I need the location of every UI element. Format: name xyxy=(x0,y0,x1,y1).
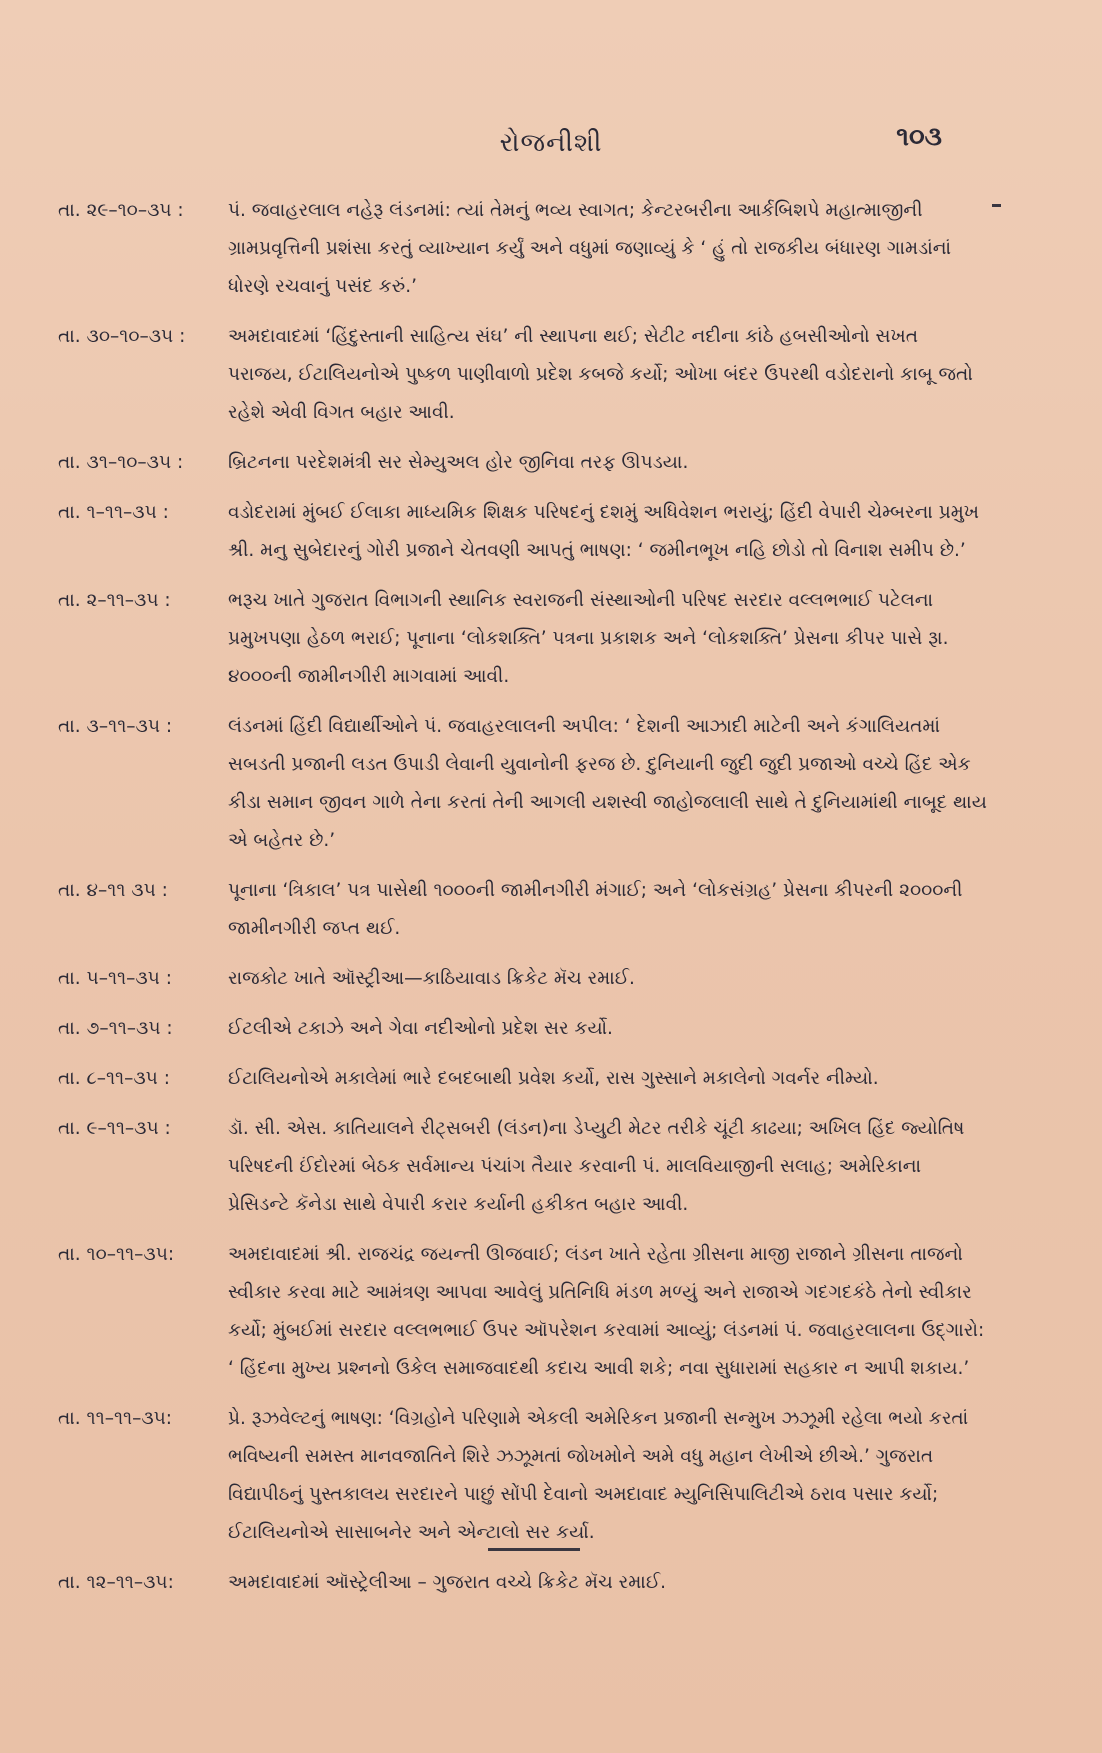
entry-text: રાજકોટ ખાતે ઑસ્ટ્રીઆ—કાઠિયાવાડ ક્રિકેટ મૅચ રમાઈ. xyxy=(228,968,635,989)
entry-date: તા. ૯–૧૧–૩૫ : xyxy=(58,1118,171,1139)
diary-entry xyxy=(58,1110,988,1224)
entry-text: લંડનમાં હિંદી વિદ્યાર્થીઓને પં. જવાહરલાલની અપીલ: ‘ દેશની આઝાદી માટેની અને કંગાલિયતમાં સબડતી પ્રજાની લડત ઉપાડી લેવાની યુવાનોની ફરજ છે. દુનિયાની જુદી જુદી પ્રજાઓ વચ્ચે હિંદ એક કીડા સમાન જીવન ગાળે તેના કરતાં તેની આગલી યશસ્વી જાહોજલાલી સાથે તે દુનિયામાંથી નાબૂદ થાય એ બહેતર છે.’ xyxy=(228,716,987,851)
entry-date: તા. ૩૦–૧૦–૩૫ : xyxy=(58,326,186,347)
margin-mark xyxy=(992,204,1001,207)
entry-text: અમદાવાદમાં ‘હિંદુસ્તાની સાહિત્ય સંઘ’ ની સ્થાપના થઈ; સેટીટ નદીના કાંઠે હબસીઓનો સખત પરાજય, ઈટાલિયનોએ પુષ્કળ પાણીવાળો પ્રદેશ કબજે કર્યો; ઓખા બંદર ઉપરથી વડોદરાનો કાબૂ જતો રહેશે એવી વિગત બહાર આવી. xyxy=(228,326,973,423)
entry-text: અમદાવાદમાં શ્રી. રાજચંદ્ર જયન્તી ઊજવાઈ; લંડન ખાતે રહેતા ગ્રીસના માજી રાજાને ગ્રીસના તાજનો સ્વીકાર કરવા માટે આમંત્રણ આપવા આવેલું પ્રતિનિધિ મંડળ મળ્યું અને રાજાએ ગદગદકંઠે તેનો સ્વીકાર કર્યો; મુંબઈમાં સરદાર વલ્લભભાઈ ઉપર ઑપરેશન કરવામાં આવ્યું; લંડનમાં પં. જવાહરલાલના ઉદ્ગારો: ‘ હિંદના મુખ્ય પ્રશ્નનો ઉકેલ સમાજવાદથી કદાચ આવી શકે; નવા સુધારામાં સહકાર ન આપી શકાય.’ xyxy=(228,1244,985,1379)
diary-entry xyxy=(58,494,988,570)
entry-date: તા. ૪–૧૧ ૩૫ : xyxy=(58,880,168,901)
entry-text: ભરૂચ ખાતે ગુજરાત વિભાગની સ્થાનિક સ્વરાજની સંસ્થાઓની પરિષદ સરદાર વલ્લભભાઈ પટેલના પ્રમુખપણા હેઠળ ભરાઈ; પૂનાના ‘લોકશક્તિ’ પત્રના પ્રકાશક અને ‘લોકશક્તિ’ પ્રેસના કીપર પાસે રૂા. ૪૦૦૦ની જામીનગીરી માગવામાં આવી. xyxy=(228,590,949,687)
entry-date: તા. ૨–૧૧–૩૫ : xyxy=(58,590,171,611)
entry-date: તા. ૧૨–૧૧–૩૫: xyxy=(58,1572,174,1593)
diary-entry xyxy=(58,1010,988,1048)
entry-text: વડોદરામાં મુંબઈ ઈલાકા માધ્યમિક શિક્ષક પરિષદનું દશમું અધિવેશન ભરાયું; હિંદી વેપારી ચેમ્બરના પ્રમુખ શ્રી. મનુ સુબેદારનું ગોરી પ્રજાને ચેતવણી આપતું ભાષણ: ‘ જમીનભૂખ નહિ છોડો તો વિનાશ સમીપ છે.’ xyxy=(228,502,979,561)
entry-text: ઈટાલિયનોએ મકાલેમાં ભારે દબદબાથી પ્રવેશ કર્યો, રાસ ગુસ્સાને મકાલેનો ગવર્નર નીમ્યો. xyxy=(228,1068,879,1089)
running-title: રોજનીશી xyxy=(499,128,603,158)
entry-date: તા. ૩૧–૧૦–૩૫ : xyxy=(58,452,184,473)
diary-entry xyxy=(58,1400,988,1552)
diary-entry xyxy=(58,872,988,948)
entry-text: પૂનાના ‘ત્રિકાલ’ પત્ર પાસેથી ૧૦૦૦ની જામીનગીરી મંગાઈ; અને ‘લોકસંગ્રહ’ પ્રેસના કીપરની ૨૦૦૦ની જામીનગીરી જપ્ત થઈ. xyxy=(228,880,963,939)
entry-date: તા. ૧૧–૧૧–૩૫: xyxy=(58,1408,173,1429)
diary-entry xyxy=(58,1564,988,1602)
end-rule xyxy=(488,1548,580,1551)
entry-text: ઈટલીએ ટકાઝે અને ગેવા નદીઓનો પ્રદેશ સર કર્યો. xyxy=(228,1018,613,1039)
diary-entry xyxy=(58,444,988,482)
entry-date: તા. ૧–૧૧–૩૫ : xyxy=(58,502,169,523)
entry-date: તા. ૮–૧૧–૩૫ : xyxy=(58,1068,170,1089)
entry-date: તા. ૩–૧૧–૩૫ : xyxy=(58,716,173,737)
diary-entries xyxy=(58,192,988,1614)
entry-text: પ્રે. રૂઝવેલ્ટનું ભાષણ: ‘વિગ્રહોને પરિણામે એકલી અમેરિકન પ્રજાની સન્મુખ ઝઝૂમી રહેલા ભયો કરતાં ભવિષ્યની સમસ્ત માનવજાતિને શિરે ઝઝૂમતાં જોખમોને અમે વધુ મહાન લેખીએ છીએ.’ ગુજરાત વિદ્યાપીઠનું પુસ્તકાલય સરદારને પાછું સોંપી દેવાનો અમદાવાદ મ્યુનિસિપાલિટીએ ઠરાવ પસાર કર્યો; ઈટાલિયનોએ સાસાબનેર અને એન્ટાલો સર કર્યા. xyxy=(228,1408,969,1543)
entry-date: તા. ૧૦–૧૧–૩૫: xyxy=(58,1244,175,1265)
page-number: ૧૦૩ xyxy=(896,122,942,152)
entry-text: બ્રિટનના પરદેશમંત્રી સર સેમ્યુઅલ હોર જીનિવા તરફ ઊપડયા. xyxy=(228,452,689,473)
diary-entry xyxy=(58,960,988,998)
entry-text: અમદાવાદમાં ઑસ્ટ્રેલીઆ – ગુજરાત વચ્ચે ક્રિકેટ મૅચ રમાઈ. xyxy=(228,1572,666,1593)
entry-text: પં. જવાહરલાલ નહેરૂ લંડનમાં: ત્યાં તેમનું ભવ્ય સ્વાગત; કેન્ટરબરીના આર્કબિશપે મહાત્માજીની ગ્રામપ્રવૃત્તિની પ્રશંસા કરતું વ્યાખ્યાન કર્યું અને વધુમાં જણાવ્યું કે ‘ હું તો રાજકીય બંધારણ ગામડાંનાં ધોરણે રચવાનું પસંદ કરું.’ xyxy=(228,200,952,297)
diary-entry xyxy=(58,1236,988,1388)
diary-entry xyxy=(58,582,988,696)
entry-date: તા. ૭–૧૧–૩૫ : xyxy=(58,1018,173,1039)
diary-entry xyxy=(58,708,988,860)
entry-text: ડૉ. સી. એસ. કાતિયાલને રીટ્સબરી (લંડન)ના ડેપ્યુટી મેટર તરીકે ચૂંટી કાઢયા; અખિલ હિંદ જ્યોતિષ પરિષદની ઈંદોરમાં બેઠક સર્વમાન્ય પંચાંગ તૈયાર કરવાની પં. માલવિયાજીની સલાહ; અમેરિકાના પ્રેસિડન્ટે કૅનેડા સાથે વેપારી કરાર કર્યાની હકીકત બહાર આવી. xyxy=(228,1118,965,1215)
entry-date: તા. ૫–૧૧–૩૫ : xyxy=(58,968,172,989)
diary-entry xyxy=(58,1060,988,1098)
diary-entry xyxy=(58,318,988,432)
diary-entry xyxy=(58,192,988,306)
entry-date: તા. ૨૯–૧૦–૩૫ : xyxy=(58,200,184,221)
